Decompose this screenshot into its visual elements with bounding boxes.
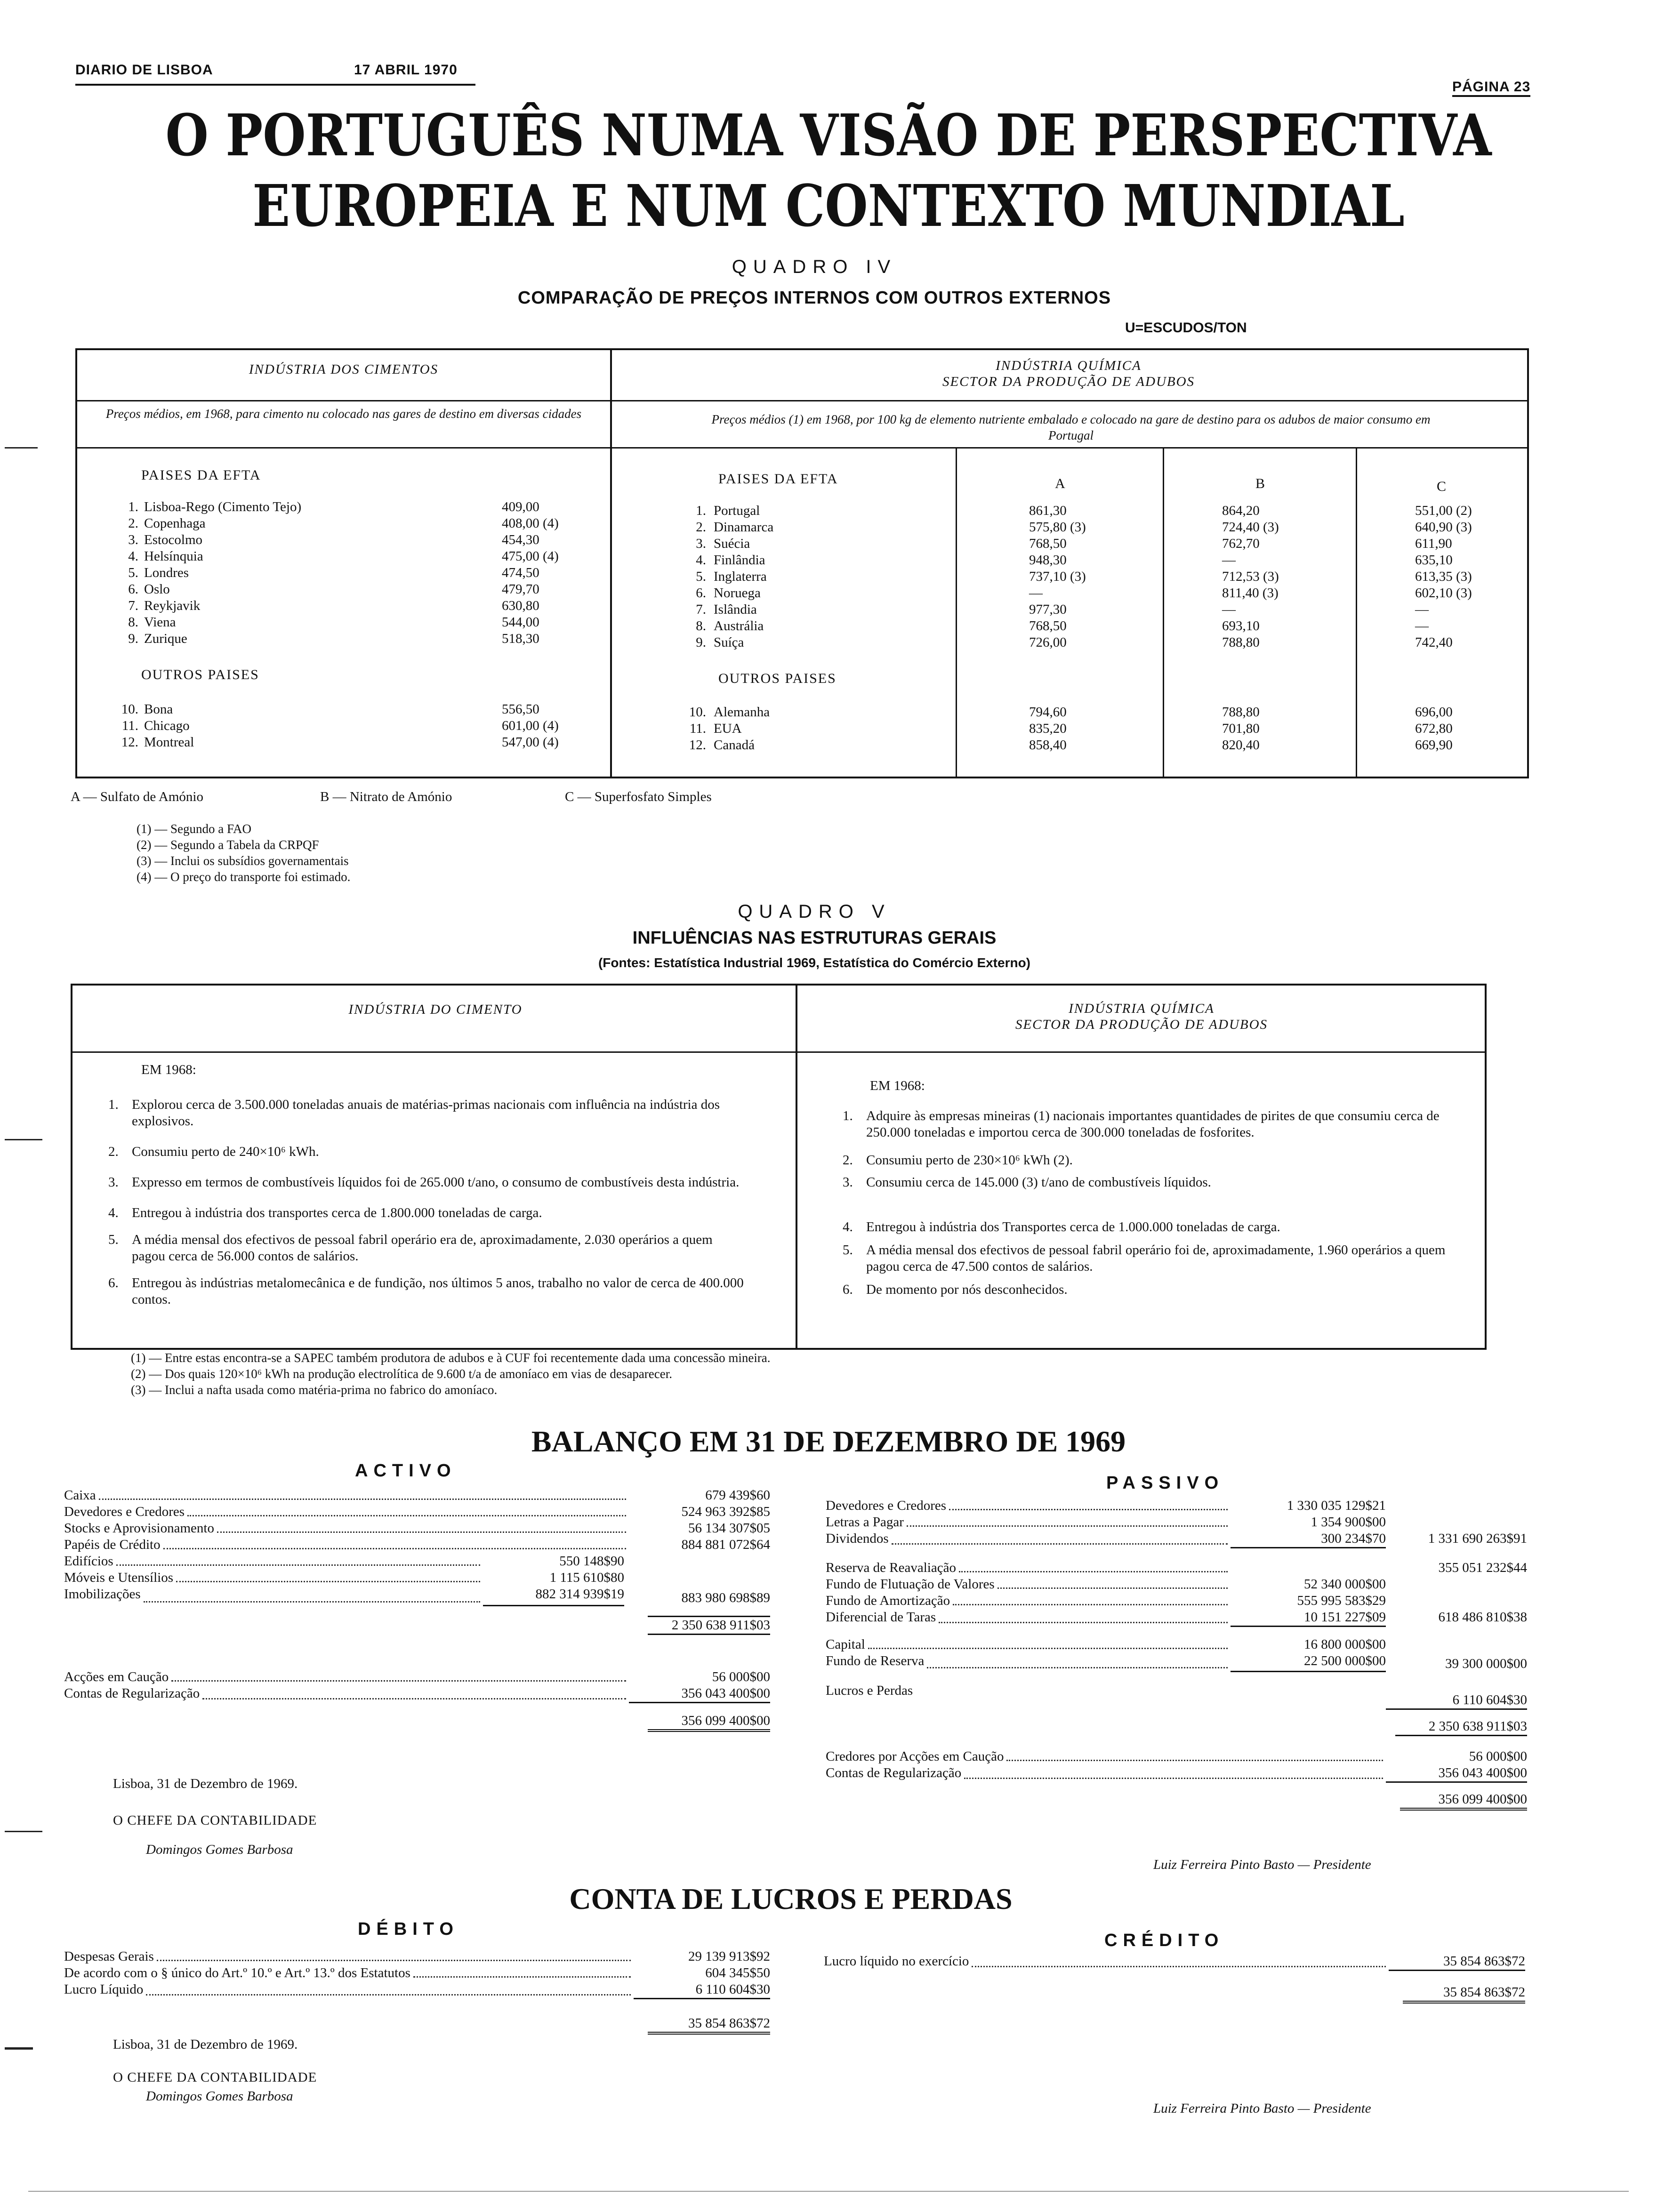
note: (1) — Entre estas encontra-se a SAPEC também produtora de adubos e à CUF foi recentemente dada uma concessão mineira.: [131, 1351, 771, 1365]
activo-row: Edifícios 550 148$90: [64, 1554, 624, 1569]
col-b-header: B: [1255, 476, 1265, 491]
balanco-place-date: Lisboa, 31 de Dezembro de 1969.: [113, 1776, 298, 1791]
passivo-row: Fundo de Flutuação de Valores 52 340 000$00: [826, 1577, 1386, 1592]
quadro-iv-rule-2: [75, 447, 1527, 449]
quimica-row: 9. Suíça 726,00 788,80 742,40: [696, 635, 1453, 650]
passivo-total-row: 356 099 400$00: [826, 1791, 1527, 1811]
cimentos-row: 7. Reykjavik 630,80: [128, 598, 539, 613]
activo-row: Acções em Caução 56 000$00: [64, 1669, 770, 1684]
quimica-items: [843, 1108, 1473, 1298]
page-number: PÁGINA 23: [1452, 79, 1530, 97]
quimica-row: 6. Noruega — 811,40 (3) 602,10 (3): [696, 585, 1472, 601]
quimica-outros-list: [678, 704, 1520, 753]
cimento-items: [108, 1097, 748, 1308]
activo-subtotal-row: 2 350 638 911$03: [64, 1616, 770, 1635]
activo-row: Papéis de Crédito 884 881 072$64: [64, 1537, 770, 1552]
note: (2) — Dos quais 120×10⁶ kWh na produção electrolítica de 9.600 t/a de amoníaco em vias de desaparecer.: [131, 1367, 672, 1381]
activo-label: ACTIVO: [355, 1461, 457, 1481]
passivo-subtotal-row: 2 350 638 911$03: [826, 1718, 1527, 1736]
activo-block: [64, 1487, 770, 1732]
list-item: 6. Entregou às indústrias metalomecânica e de fundição, nos últimos 5 anos, trabalho no valor de cerca de 400.000 contos.: [108, 1275, 744, 1307]
margin-mark: [5, 1139, 42, 1140]
margin-mark: [5, 2047, 33, 2050]
quimica-heading-2: SECTOR DA PRODUÇÃO DE ADUBOS: [942, 374, 1195, 389]
quimica-row: 7. Islândia 977,30 — —: [696, 602, 1429, 617]
quimica-year-label: EM 1968:: [870, 1078, 925, 1093]
list-item: 5. A média mensal dos efectivos de pessoal fabril operário foi de, aproximadamente, 1.960 operários a quem pagou cerca de 47.500 contos de salários.: [843, 1242, 1446, 1274]
conta-chefe: O CHEFE DA CONTABILIDADE: [113, 2070, 317, 2085]
cimentos-row: 1. Lisboa-Rego (Cimento Tejo) 409,00: [128, 499, 539, 514]
passivo-row: Dividendos 300 234$70 1 331 690 263$91: [826, 1531, 1527, 1548]
list-item: 1. Explorou cerca de 3.500.000 toneladas anuais de matérias-primas nacionais com influência na indústria dos explosivos.: [108, 1097, 720, 1129]
cimentos-subheading: Preços médios, em 1968, para cimento nu colocado nas gares de destino em diversas cidades: [105, 407, 582, 421]
balanco-title: BALANÇO EM 31 DE DEZEMBRO DE 1969: [531, 1425, 1126, 1458]
passivo-row: Devedores e Credores 1 330 035 129$21: [826, 1498, 1386, 1513]
margin-mark: [5, 1831, 42, 1832]
quadro-v-divider: [796, 984, 797, 1348]
legend-c: C — Superfosfato Simples: [565, 789, 712, 804]
quimica-v-heading-2: SECTOR DA PRODUÇÃO DE ADUBOS: [1015, 1017, 1268, 1032]
quimica-row: 4. Finlândia 948,30 — 635,10: [696, 553, 1453, 568]
quadro-v-rule: [71, 1051, 1485, 1053]
newspaper-name: DIARIO DE LISBOA: [75, 62, 213, 78]
quimica-efta-label: PAISES DA EFTA: [718, 471, 838, 487]
list-item: 4. Entregou à indústria dos transportes cerca de 1.800.000 toneladas de carga.: [108, 1205, 542, 1220]
list-item: 4. Entregou à indústria dos Transportes cerca de 1.000.000 toneladas de carga.: [843, 1219, 1280, 1234]
cimentos-efta-list: [108, 499, 598, 647]
conta-presidente: Luiz Ferreira Pinto Basto — Presidente: [1153, 2101, 1371, 2116]
quadro-v-label: QUADRO V: [738, 901, 891, 922]
cimentos-row: 5. Londres 474,50: [128, 565, 539, 580]
quimica-v-heading-1: INDÚSTRIA QUÍMICA: [1069, 1001, 1215, 1016]
balanco-chefe: O CHEFE DA CONTABILIDADE: [113, 1813, 317, 1828]
cimentos-row: 3. Estocolmo 454,30: [128, 532, 539, 547]
note: (2) — Segundo a Tabela da CRPQF: [137, 838, 319, 852]
quimica-heading-1: INDÚSTRIA QUÍMICA: [996, 358, 1142, 373]
credito-label: CRÉDITO: [1104, 1931, 1224, 1950]
quimica-outros-label: OUTROS PAISES: [718, 671, 837, 686]
balanco-presidente: Luiz Ferreira Pinto Basto — Presidente: [1153, 1857, 1371, 1872]
debito-row: De acordo com o § único do Art.º 10.º e Art.º 13.º dos Estatutos 604 345$50: [64, 1965, 770, 1980]
cimentos-outros-list: [108, 701, 598, 751]
conta-title: CONTA DE LUCROS E PERDAS: [569, 1882, 1013, 1915]
list-item: 3. Consumiu cerca de 145.000 (3) t/ano de combustíveis líquidos.: [843, 1175, 1211, 1190]
quimica-subheading: Preços médios (1) em 1968, por 100 kg de elemento nutriente embalado e colocado na gare de destino para os adubos de maior consumo em Portugal: [711, 412, 1431, 442]
quimica-row: 2. Dinamarca 575,80 (3) 724,40 (3) 640,90 (3): [696, 520, 1472, 535]
list-item: 3. Expresso em termos de combustíveis líquidos foi de 265.000 t/ano, o consumo de combustíveis desta indústria.: [108, 1175, 740, 1190]
passivo-block: [826, 1498, 1527, 1811]
credito-block: [824, 1953, 1525, 2004]
cimento-year-label: EM 1968:: [141, 1062, 196, 1077]
note: (3) — Inclui os subsídios governamentais: [137, 854, 349, 868]
passivo-row: Diferencial de Taras 10 151 227$09 618 486 810$38: [826, 1609, 1527, 1627]
credito-row: Lucro líquido no exercício 35 854 863$72: [824, 1953, 1525, 1971]
issue-date: 17 ABRIL 1970: [354, 62, 458, 78]
activo-row: Caixa 679 439$60: [64, 1488, 770, 1503]
debito-row: Lucro Líquido 6 110 604$30: [64, 1981, 770, 1999]
debito-total-row: 35 854 863$72: [64, 2015, 770, 2035]
quimica-row: 5. Inglaterra 737,10 (3) 712,53 (3) 613,35 (3): [696, 569, 1472, 584]
quadro-iv-divider: [610, 348, 612, 777]
quimica-row: 10. Alemanha 794,60 788,80 696,00: [689, 705, 1453, 720]
cimentos-row: 2. Copenhaga 408,00 (4): [128, 516, 559, 531]
passivo-label: PASSIVO: [1106, 1473, 1224, 1493]
headline-line-1: O PORTUGUÊS NUMA VISÃO DE PERSPECTIVA: [165, 101, 1492, 169]
note: (3) — Inclui a nafta usada como matéria-prima no fabrico do amoníaco.: [131, 1383, 498, 1397]
passivo-row: Contas de Regularização 356 043 400$00: [826, 1765, 1527, 1783]
cimentos-row: 6. Oslo 479,70: [128, 582, 539, 597]
header-rule: [75, 84, 475, 86]
col-c-header: C: [1436, 479, 1446, 494]
passivo-row: Reserva de Reavaliação 355 051 232$44: [826, 1560, 1527, 1575]
credito-total-row: 35 854 863$72: [824, 1984, 1525, 2004]
cimentos-row: 10. Bona 556,50: [121, 702, 539, 717]
quadro-iv-notes: [137, 821, 350, 885]
passivo-row: Letras a Pagar 1 354 900$00: [826, 1515, 1386, 1530]
note: (4) — O preço do transporte foi estimado.: [137, 870, 351, 884]
activo-row: Devedores e Credores 524 963 392$85: [64, 1504, 770, 1519]
note: (1) — Segundo a FAO: [137, 822, 251, 836]
quimica-row: 3. Suécia 768,50 762,70 611,90: [696, 536, 1452, 551]
passivo-row: Fundo de Reserva 22 500 000$00 39 300 000$00: [826, 1653, 1527, 1671]
list-item: 2. Consumiu perto de 240×10⁶ kWh.: [108, 1144, 319, 1159]
quadro-v-source: (Fontes: Estatística Industrial 1969, Estatística do Comércio Externo): [598, 955, 1031, 970]
bottom-edge: [28, 2191, 1629, 2192]
cimentos-row: 9. Zurique 518,30: [128, 631, 539, 646]
balanco-chefe-name: Domingos Gomes Barbosa: [146, 1842, 293, 1857]
activo-row: Contas de Regularização 356 043 400$00: [64, 1685, 770, 1703]
quimica-row: 12. Canadá 858,40 820,40 669,90: [689, 737, 1453, 753]
conta-place-date: Lisboa, 31 de Dezembro de 1969.: [113, 2037, 298, 2052]
quadro-v-notes: [131, 1350, 1496, 1398]
debito-block: [64, 1948, 770, 2035]
list-item: 5. A média mensal dos efectivos de pessoal fabril operário era de, aproximadamente, 2.030 operários a quem pagou cerca de 56.000 contos de salários.: [108, 1232, 713, 1264]
debito-label: DÉBITO: [358, 1919, 459, 1939]
cimentos-outros-label: OUTROS PAISES: [141, 667, 259, 682]
cimentos-row: 4. Helsínquia 475,00 (4): [128, 549, 559, 564]
passivo-row: Capital 16 800 000$00: [826, 1637, 1386, 1652]
cimento-heading: INDÚSTRIA DO CIMENTO: [348, 1002, 523, 1017]
quadro-v-title: INFLUÊNCIAS NAS ESTRUTURAS GERAIS: [632, 928, 997, 948]
activo-total-row: 356 099 400$00: [64, 1713, 770, 1732]
cimentos-row: 8. Viena 544,00: [128, 615, 539, 630]
cimentos-row: 12. Montreal 547,00 (4): [121, 735, 559, 750]
legend-b: B — Nitrato de Amónio: [320, 789, 452, 804]
headline-line-2: EUROPEIA E NUM CONTEXTO MUNDIAL: [252, 172, 1405, 240]
quadro-iv-title: COMPARAÇÃO DE PREÇOS INTERNOS COM OUTROS EXTERNOS: [517, 288, 1111, 308]
quadro-iv-label: QUADRO IV: [732, 256, 897, 277]
passivo-row: Credores por Acções em Caução 56 000$00: [826, 1749, 1527, 1764]
quimica-row: 11. EUA 835,20 701,80 672,80: [689, 721, 1453, 736]
cimentos-heading: INDÚSTRIA DOS CIMENTOS: [249, 362, 439, 377]
list-item: 2. Consumiu perto de 230×10⁶ kWh (2).: [843, 1153, 1073, 1168]
list-item: 6. De momento por nós desconhecidos.: [843, 1282, 1068, 1297]
quimica-efta-list: [678, 503, 1520, 651]
quimica-row: 8. Austrália 768,50 693,10 —: [696, 618, 1429, 633]
passivo-row: Lucros e Perdas 6 110 604$30: [826, 1683, 1527, 1710]
conta-chefe-name: Domingos Gomes Barbosa: [146, 2089, 293, 2104]
activo-row: Móveis e Utensílios 1 115 610$80: [64, 1570, 624, 1585]
margin-mark: [5, 447, 38, 449]
col-a-header: A: [1055, 476, 1065, 491]
activo-row: Imobilizações 882 314 939$19 883 980 698$89: [64, 1587, 770, 1605]
cimentos-row: 11. Chicago 601,00 (4): [121, 718, 559, 733]
quadro-iv-rule-1: [75, 400, 1527, 401]
quadro-iv-unit: U=ESCUDOS/TON: [1125, 320, 1247, 336]
list-item: 1. Adquire às empresas mineiras (1) nacionais importantes quantidades de pirites de que consumiu cerca de 250.000 toneladas e importou cerca de 300.000 toneladas de fosforites.: [843, 1108, 1440, 1140]
debito-row: Despesas Gerais 29 139 913$92: [64, 1949, 770, 1964]
cimentos-efta-label: PAISES DA EFTA: [141, 467, 261, 483]
activo-row: Stocks e Aprovisionamento 56 134 307$05: [64, 1521, 770, 1536]
legend-a: A — Sulfato de Amónio: [71, 789, 203, 804]
quimica-row: 1. Portugal 861,30 864,20 551,00 (2): [696, 503, 1472, 518]
passivo-row: Fundo de Amortização 555 995 583$29: [826, 1593, 1386, 1608]
